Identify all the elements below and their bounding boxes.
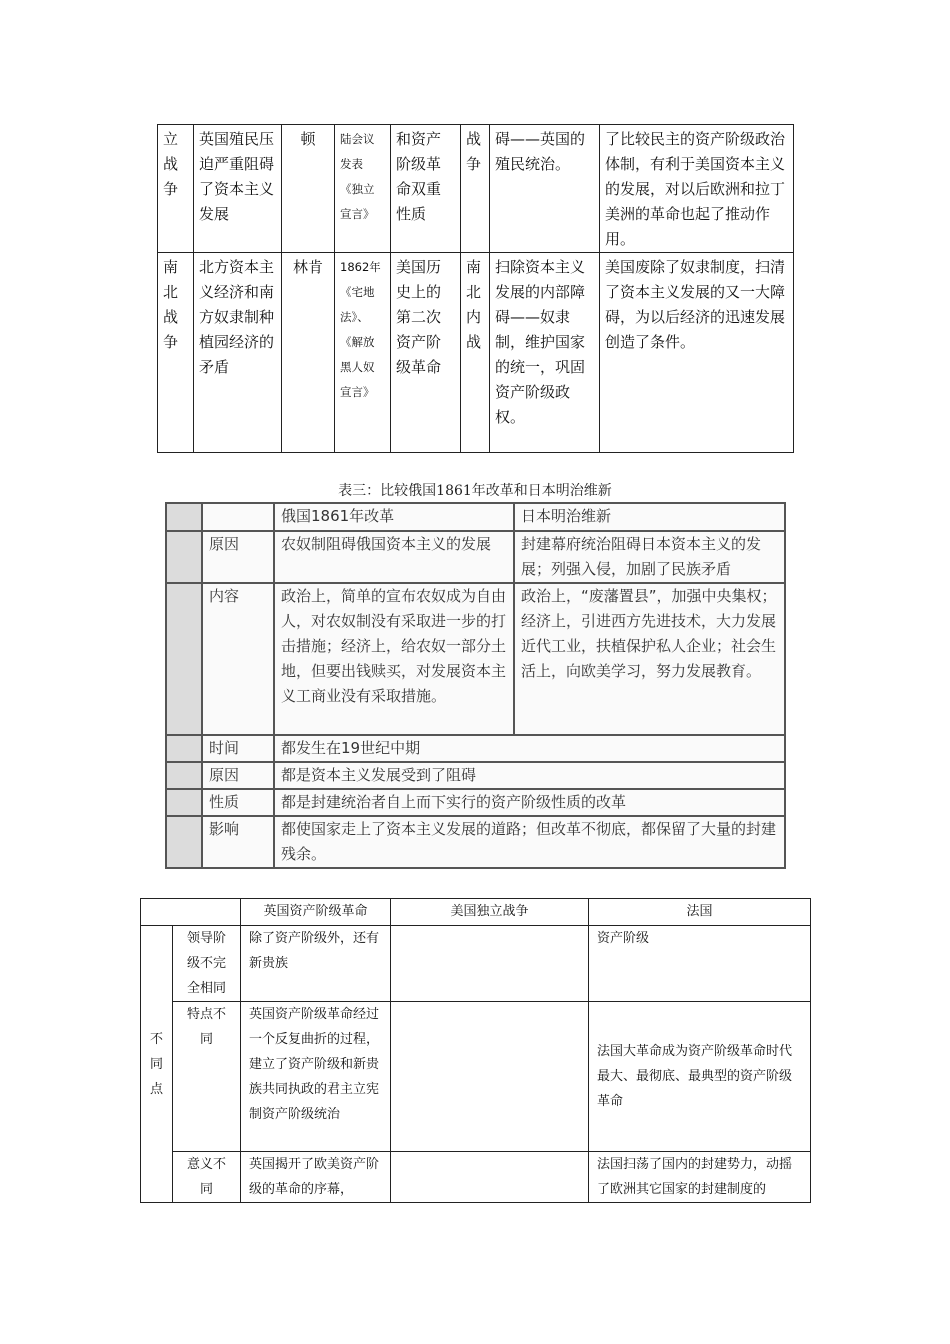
row-margin	[166, 531, 202, 583]
form-cell: 战争	[461, 125, 490, 253]
table-row	[166, 583, 785, 735]
japan-cell: 政治上，“废藩置县”，加强中央集权；经济上，引进西方先进技术，大力发展近代工业，扶植保护私人企业；社会生活上，向欧美学习，努力发展教育。	[514, 583, 785, 735]
form-cell: 南北内战	[461, 253, 490, 453]
cause-cell: 英国殖民压迫严重阻碍了资本主义发展	[194, 125, 282, 253]
row-margin	[166, 583, 202, 735]
row-label: 内容	[202, 583, 274, 735]
table-row	[141, 1152, 811, 1203]
table-header-row	[141, 899, 811, 926]
row-margin	[166, 762, 202, 789]
fr-cell: 资产阶级	[589, 926, 811, 1002]
table-header-row	[166, 503, 785, 531]
russia-cell: 政治上，简单的宣布农奴成为自由人，对农奴制没有采取进一步的打击措施；经济上，给农奴一部分土地，但要出钱赎买，对发展资本主义工商业没有采取措施。	[274, 583, 514, 735]
us-cell	[391, 926, 589, 1002]
significance-cell: 了比较民主的资产阶级政治体制，有利于美国资本主义的发展，对以后欧洲和拉丁美洲的革命也起了推动作用。	[600, 125, 794, 253]
uk-cell: 除了资产阶级外，还有新贵族	[241, 926, 391, 1002]
row-label: 原因	[202, 762, 274, 789]
table-row	[166, 789, 785, 816]
comparison-table-us-revolutions	[157, 124, 794, 453]
header-blank	[141, 899, 241, 926]
row-label: 领导阶级不完全相同	[173, 926, 241, 1002]
leader-cell: 顿	[282, 125, 335, 253]
table-row	[166, 531, 785, 583]
header-fr: 法国	[589, 899, 811, 926]
documents-cell: 陆会议发表《独立宣言》	[335, 125, 391, 253]
task-cell: 扫除资本主义发展的内部障碍——奴隶制，维护国家的统一，巩固资产阶级政权。	[490, 253, 600, 453]
row-label: 意义不同	[173, 1152, 241, 1203]
header-blank	[166, 503, 202, 531]
japan-cell: 封建幕府统治阻碍日本资本主义的发展；列强入侵，加剧了民族矛盾	[514, 531, 785, 583]
table-row	[166, 816, 785, 868]
event-cell: 南北战争	[158, 253, 194, 453]
event-cell: 立战争	[158, 125, 194, 253]
task-cell: 碍——英国的殖民统治。	[490, 125, 600, 253]
row-label: 特点不同	[173, 1002, 241, 1152]
table-row	[166, 735, 785, 762]
revolution-differences-table	[140, 898, 811, 1203]
nature-cell: 美国历史上的第二次资产阶级革命	[391, 253, 461, 453]
table-row	[158, 125, 794, 253]
row-label: 性质	[202, 789, 274, 816]
header-japan: 日本明治维新	[514, 503, 785, 531]
common-cell: 都发生在19世纪中期	[274, 735, 785, 762]
row-margin	[166, 735, 202, 762]
nature-cell: 和资产阶级革命双重性质	[391, 125, 461, 253]
fr-cell: 法国大革命成为资产阶级革命时代最大、最彻底、最典型的资产阶级革命	[589, 1002, 811, 1152]
leader-cell: 林肯	[282, 253, 335, 453]
common-cell: 都是封建统治者自上而下实行的资产阶级性质的改革	[274, 789, 785, 816]
uk-cell: 英国资产阶级革命经过一个反复曲折的过程，建立了资产阶级和新贵族共同执政的君主立宪制资产阶级统治	[241, 1002, 391, 1152]
row-label: 时间	[202, 735, 274, 762]
table-row	[158, 253, 794, 453]
russia-japan-reform-table	[165, 502, 786, 869]
common-cell: 都是资本主义发展受到了阻碍	[274, 762, 785, 789]
us-cell	[391, 1152, 589, 1203]
table-row	[166, 762, 785, 789]
header-blank	[202, 503, 274, 531]
row-margin	[166, 789, 202, 816]
significance-cell: 美国废除了奴隶制度，扫清了资本主义发展的又一大障碍，为以后经济的迅速发展创造了条件。	[600, 253, 794, 453]
uk-cell: 英国揭开了欧美资产阶级的革命的序幕，	[241, 1152, 391, 1203]
header-us: 美国独立战争	[391, 899, 589, 926]
table-row	[141, 926, 811, 1002]
russia-japan-reform-table-image	[165, 502, 784, 863]
group-label: 不同点	[141, 926, 173, 1203]
table-caption: 表三：比较俄国1861年改革和日本明治维新	[338, 483, 612, 499]
row-label: 影响	[202, 816, 274, 868]
header-uk: 英国资产阶级革命	[241, 899, 391, 926]
header-russia: 俄国1861年改革	[274, 503, 514, 531]
table-row	[141, 1002, 811, 1152]
us-cell	[391, 1002, 589, 1152]
cause-cell: 北方资本主义经济和南方奴隶制种植园经济的矛盾	[194, 253, 282, 453]
row-label: 原因	[202, 531, 274, 583]
fr-cell: 法国扫荡了国内的封建势力，动摇了欧洲其它国家的封建制度的	[589, 1152, 811, 1203]
documents-cell: 1862年《宅地法》、《解放黑人奴宣言》	[335, 253, 391, 453]
russia-cell: 农奴制阻碍俄国资本主义的发展	[274, 531, 514, 583]
row-margin	[166, 816, 202, 868]
common-cell: 都使国家走上了资本主义发展的道路；但改革不彻底，都保留了大量的封建残余。	[274, 816, 785, 868]
